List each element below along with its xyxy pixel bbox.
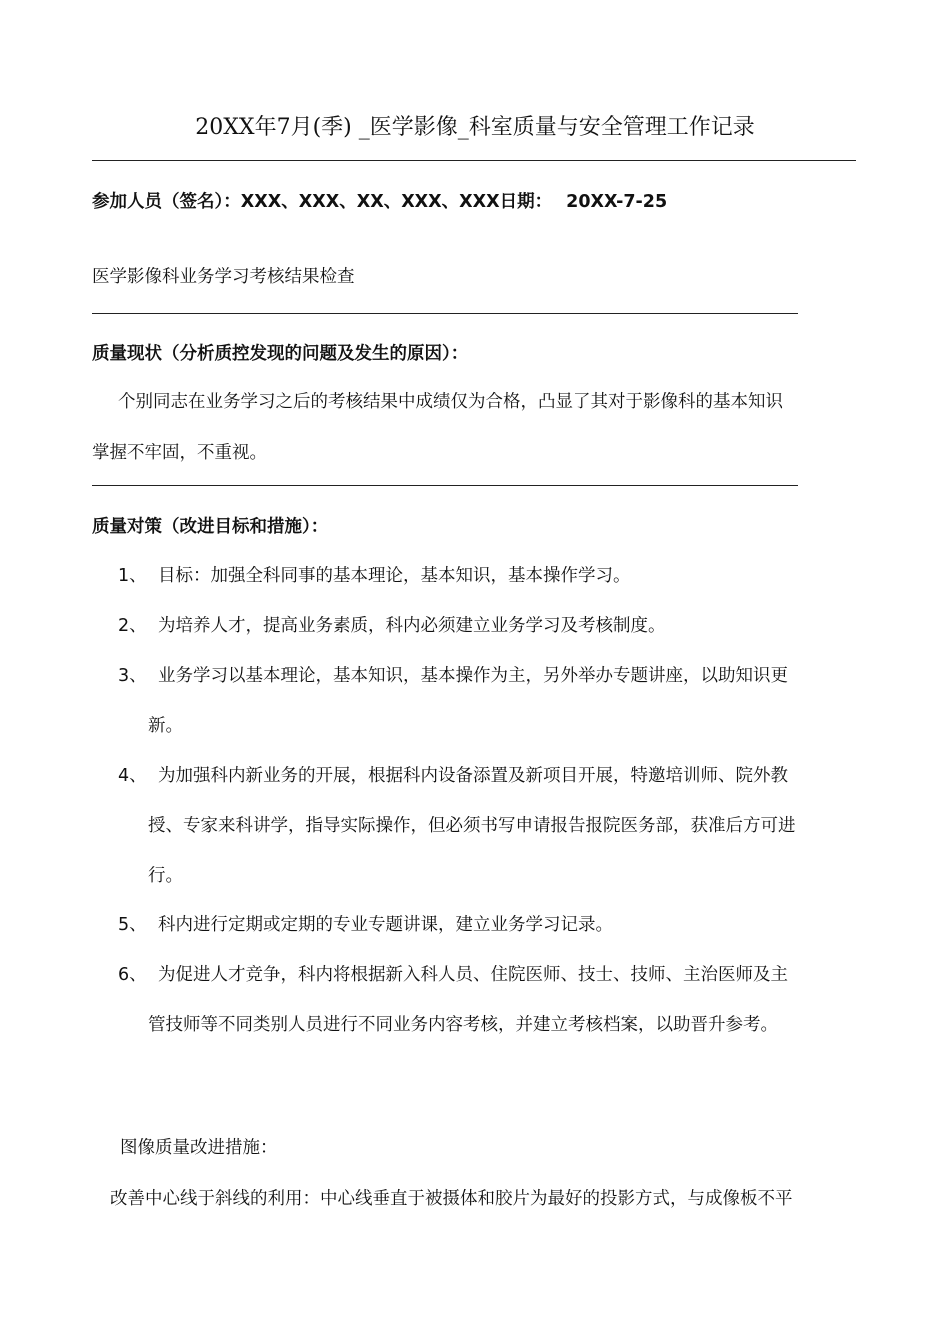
measure-text: 为培养人才，提高业务素质，科内必须建立业务学习及考核制度。	[158, 616, 666, 636]
measure-text-continued: 行。	[148, 866, 183, 886]
status-text-line-2: 掌握不牢固，不重视。	[92, 443, 267, 463]
status-text-line-1: 个别同志在业务学习之后的考核结果中成绩仅为合格，凸显了其对于影像科的基本知识	[118, 392, 783, 412]
measure-number: 5、	[118, 915, 147, 935]
date-value: 20XX-7-25	[566, 192, 668, 212]
measure-text: 为加强科内新业务的开展，根据科内设备添置及新项目开展，特邀培训师、院外教	[158, 766, 788, 786]
participants-value: XXX、XXX、XX、XXX、XXX	[240, 192, 500, 212]
measures-heading: 质量对策（改进目标和措施）：	[92, 517, 329, 537]
status-heading: 质量现状（分析质控发现的问题及发生的原因）：	[92, 344, 469, 364]
participants-label: 参加人员（签名）：	[92, 192, 241, 212]
measure-number: 2、	[118, 616, 147, 636]
measure-number: 3、	[118, 666, 147, 686]
status-divider	[92, 485, 798, 486]
title-divider	[92, 160, 856, 161]
measure-text-continued: 授、专家来科讲学，指导实际操作，但必须书写申请报告报院医务部，获准后方可进	[148, 816, 796, 836]
topic-text: 医学影像科业务学习考核结果检查	[92, 267, 355, 287]
measure-text: 目标：加强全科同事的基本理论，基本知识，基本操作学习。	[158, 566, 631, 586]
measure-number: 1、	[118, 566, 147, 586]
measure-text: 科内进行定期或定期的专业专题讲课，建立业务学习记录。	[158, 915, 613, 935]
image-quality-heading: 图像质量改进措施：	[120, 1138, 278, 1158]
measure-text-continued: 管技师等不同类别人员进行不同业务内容考核，并建立考核档案，以助晋升参考。	[148, 1015, 778, 1035]
measure-number: 4、	[118, 766, 147, 786]
measure-text: 业务学习以基本理论，基本知识，基本操作为主，另外举办专题讲座，以助知识更	[158, 666, 788, 686]
measure-number: 6、	[118, 965, 147, 985]
image-quality-text: 改善中心线于斜线的利用：中心线垂直于被摄体和胶片为最好的投影方式，与成像板不平	[110, 1189, 793, 1209]
participants-line	[92, 188, 667, 213]
page-title: 20XX年7月(季) _医学影像_科室质量与安全管理工作记录	[195, 115, 755, 140]
date-label: 日期：	[499, 192, 553, 212]
measure-text: 为促进人才竞争，科内将根据新入科人员、住院医师、技士、技师、主治医师及主	[158, 965, 788, 985]
measure-text-continued: 新。	[148, 716, 183, 736]
topic-divider	[92, 313, 798, 314]
